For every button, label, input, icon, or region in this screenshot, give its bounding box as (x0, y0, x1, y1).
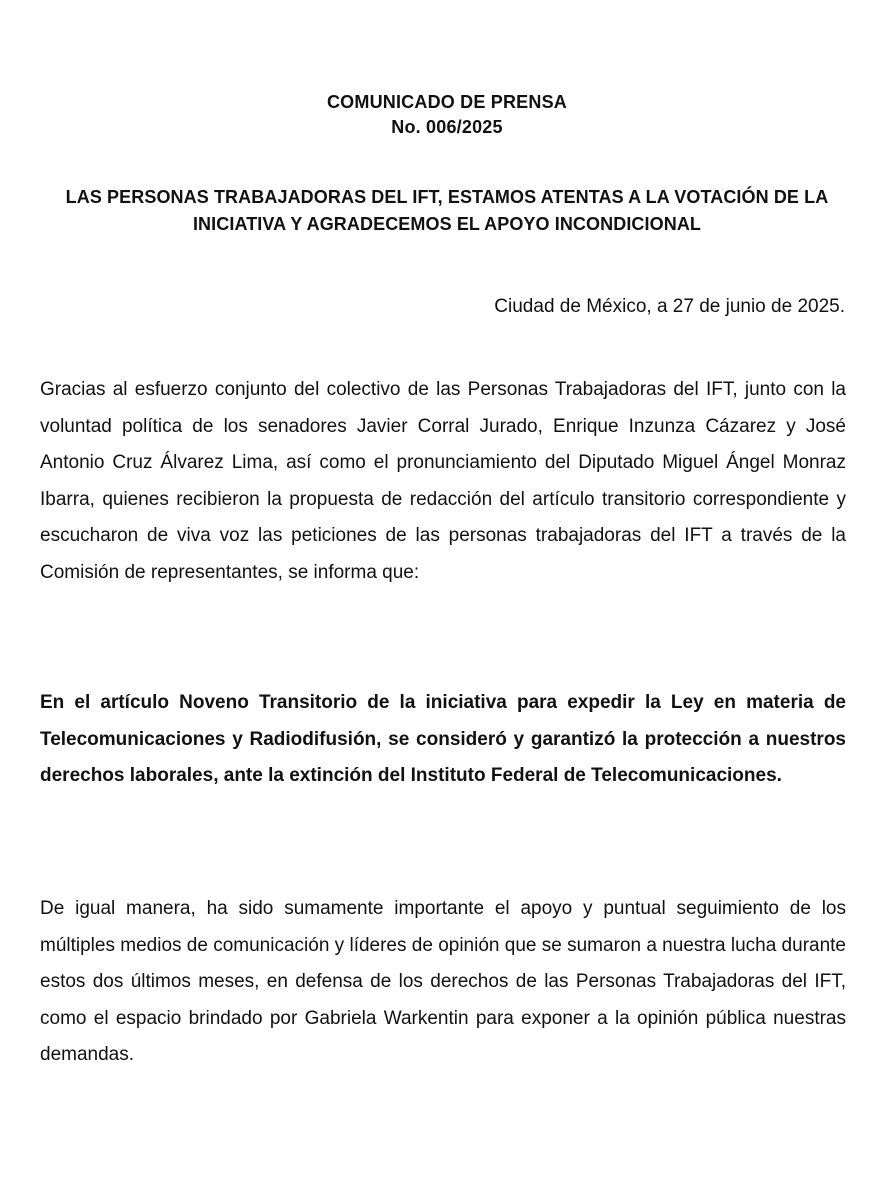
document-title: COMUNICADO DE PRENSA (326, 92, 567, 112)
body-paragraph-2-bold: En el artículo Noveno Transitorio de la iniciativa para expedir la Ley en materia de Telecomunicaciones y Radiodifusión, se consideró y garantizó la protección a nuestros derechos laborales, ante la extinción del Instituto Federal de Telecomunicaciones. (40, 692, 846, 786)
body-paragraph-1: Gracias al esfuerzo conjunto del colectivo de las Personas Trabajadoras del IFT, junto con la voluntad política de los senadores Javier Corral Jurado, Enrique Inzunza Cázarez y José Antonio Cruz Álvarez Lima, así como el pronunciamiento del Diputado Miguel Ángel Monraz Ibarra, quienes recibieron la propuesta de redacción del artículo transitorio correspondiente y escucharon de viva voz las peticiones de las personas trabajadoras del IFT a través de la Comisión de representantes, se informa que: (40, 379, 846, 583)
press-release-header (0, 90, 894, 140)
body-paragraph-3: De igual manera, ha sido sumamente importante el apoyo y puntual seguimiento de los múltiples medios de comunicación y líderes de opinión que se sumaron a nuestra lucha durante estos dos últimos meses, en defensa de los derechos de las Personas Trabajadoras del IFT, como el espacio brindado por Gabriela Warkentin para exponer a la opinión pública nuestras demandas. (40, 898, 846, 1065)
dateline: Ciudad de México, a 27 de junio de 2025. (494, 296, 845, 317)
release-number: No. 006/2025 (391, 117, 503, 137)
press-release-headline: LAS PERSONAS TRABAJADORAS DEL IFT, ESTAMOS ATENTAS A LA VOTACIÓN DE LA INICIATIVA Y AGRADECEMOS EL APOYO INCONDICIONAL (65, 187, 829, 234)
